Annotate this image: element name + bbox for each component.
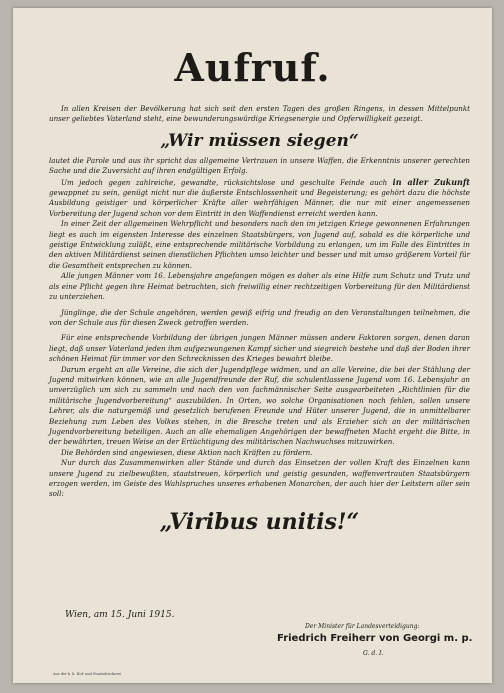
paragraph-vereine: Darum ergeht an alle Vereine, die sich der Jugendpflege widmen, und an alle Vereine, die bei der Stählung der Jugend mitwirken können, wie an alle Jugendfreunde der Ruf, die schulentlassene Jugend vom 16. Lebensjahr an unverzüglich um sich zu sammeln und nach den von fachmännischer Seite ausgearbeiteten „Richtlinien für die militärische Jugendvorbereitung“ auszubilden. In Orten, wo solche Organisationen noch fehlen, sollen unsere Lehrer, als die naturgemäß und gesetzlich berufenen Freunde und Hüter unserer Jugend, die in unmittelbarer Beziehung zum Leben des Volkes stehen, in die Bresche treten und als Erzieher sich an der militärischen Jugendvorbereitung beteiligen. Auch an alle ehemaligen Angehörigen der bewaffneten Macht ergeht die Bitte, in der bewährten, treuen Weise an der Ertüchtigung des militärischen Nachwuchses mitzuwirken. [49, 364, 470, 447]
poster-title: Aufruf. [174, 45, 331, 90]
signature-name: Friedrich Freiherr von Georgi m. p. [277, 633, 473, 644]
paragraph-wehrpflicht: In einer Zeit der allgemeinen Wehrpflicht und besonders nach den im jetzigen Kriege gewonnenen Erfahrungen liegt es auch im eigensten Interesse des einzelnen Staatsbürgers, von Jugend auf, sobald es die körperliche und geistige Entwicklung zuläßt, eine entsprechende militärische Vorbildung zu erlangen, um im Falle des Eintrittes in den aktiven Militärdienst seinen dienstlichen Pflichten umso leichter und besser und mit umso größerem Vorteil für die Gesamtheit entsprechen zu können. [49, 219, 470, 270]
paragraph-zukunft-c: gewappnet zu sein, genügt nicht nur die äußerste Entschlossenheit und Begeisterung; es gehört dazu die höchste Ausbildung geistiger und körperlicher Kräfte aller wehrfähigen Männer, die nur mit einer angemessenen Vorbereitung der Jugend schon vor dem Eintritt in den Waffendienst erreicht werden kann. [49, 188, 470, 218]
poster-sheet [13, 8, 492, 683]
poster-body [49, 104, 470, 544]
date-line: Wien, am 15. Juni 1915. [65, 610, 175, 620]
paragraph-vorbildung: Für eine entsprechende Vorbildung der übrigen jungen Männer müssen andere Faktoren sorgen, denen daran liegt, daß unser Vaterland jeden ihm aufgezwungenen Kampf sicher und siegreich bestehe und daß der Boden ihrer schönen Heimat für immer vor den Schrecknissen des Krieges bewahrt bleibe. [49, 333, 470, 364]
emphasis-in-aller-zukunft: in aller Zukunft [392, 176, 470, 187]
paragraph-parole: lautet die Parole und aus ihr spricht das allgemeine Vertrauen in unsere Waffen, die Erkenntnis unserer gerechten Sache und die Zuversicht auf ihren endgültigen Erfolg. [49, 155, 470, 176]
slogan-wir-muessen-siegen: „Wir müssen siegen“ [160, 130, 359, 151]
paragraph-zusammenwirken: Nur durch das Zusammenwirken aller Stände und durch das Einsetzen der vollen Kraft des Einzelnen kann unsere Jugend zu zielbewußten, staatstreuen, körperlich und geistig gesunden, waffenvertrauten Staatsbürgern erzogen werden, im Geiste des Wahlspruches unseres erhabenen Monarchen, der auch hier der Leitstern aller sein soll: [49, 458, 470, 499]
paragraph-zukunft-a: Um jedoch gegen zahlreiche, gewandte, rücksichtslose und geschulte Feinde auch [61, 177, 393, 187]
paragraph-zukunft [49, 177, 470, 220]
paragraph-behoerden: Die Behörden sind angewiesen, diese Aktion nach Kräften zu fördern. [61, 447, 313, 457]
printer-imprint: Aus der k. k. Hof- und Staatsdruckerei [53, 672, 122, 676]
paragraph-intro: In allen Kreisen der Bevölkerung hat sich seit den ersten Tagen des großen Ringens, in dessen Mittelpunkt unser geliebtes Vaterland steht, eine bewunderungswürdige Kriegsenergie und Opferwilligkeit gezeigt. [49, 104, 470, 124]
paragraph-lebensjahr: Alle jungen Männer vom 16. Lebensjahre angefangen mögen es daher als eine Hilfe zum Schutz und Trutz und als eine Pflicht gegen ihre Heimat betrachten, sich freiwillig einer rechtzeitigen Vorbereitung für den Militärdienst zu unterziehen. [49, 271, 470, 302]
motto-viribus-unitis: „Viribus unitis!“ [159, 508, 360, 535]
paragraph-schule: Jünglinge, die der Schule angehören, werden gewiß eifrig und freudig an den Veranstaltungen teilnehmen, die von der Schule aus für diesen Zweck getroffen werden. [49, 307, 470, 327]
signature-role: Der Minister für Landesverteidigung: [305, 623, 420, 630]
signature-rank: G. d. I. [363, 650, 384, 657]
